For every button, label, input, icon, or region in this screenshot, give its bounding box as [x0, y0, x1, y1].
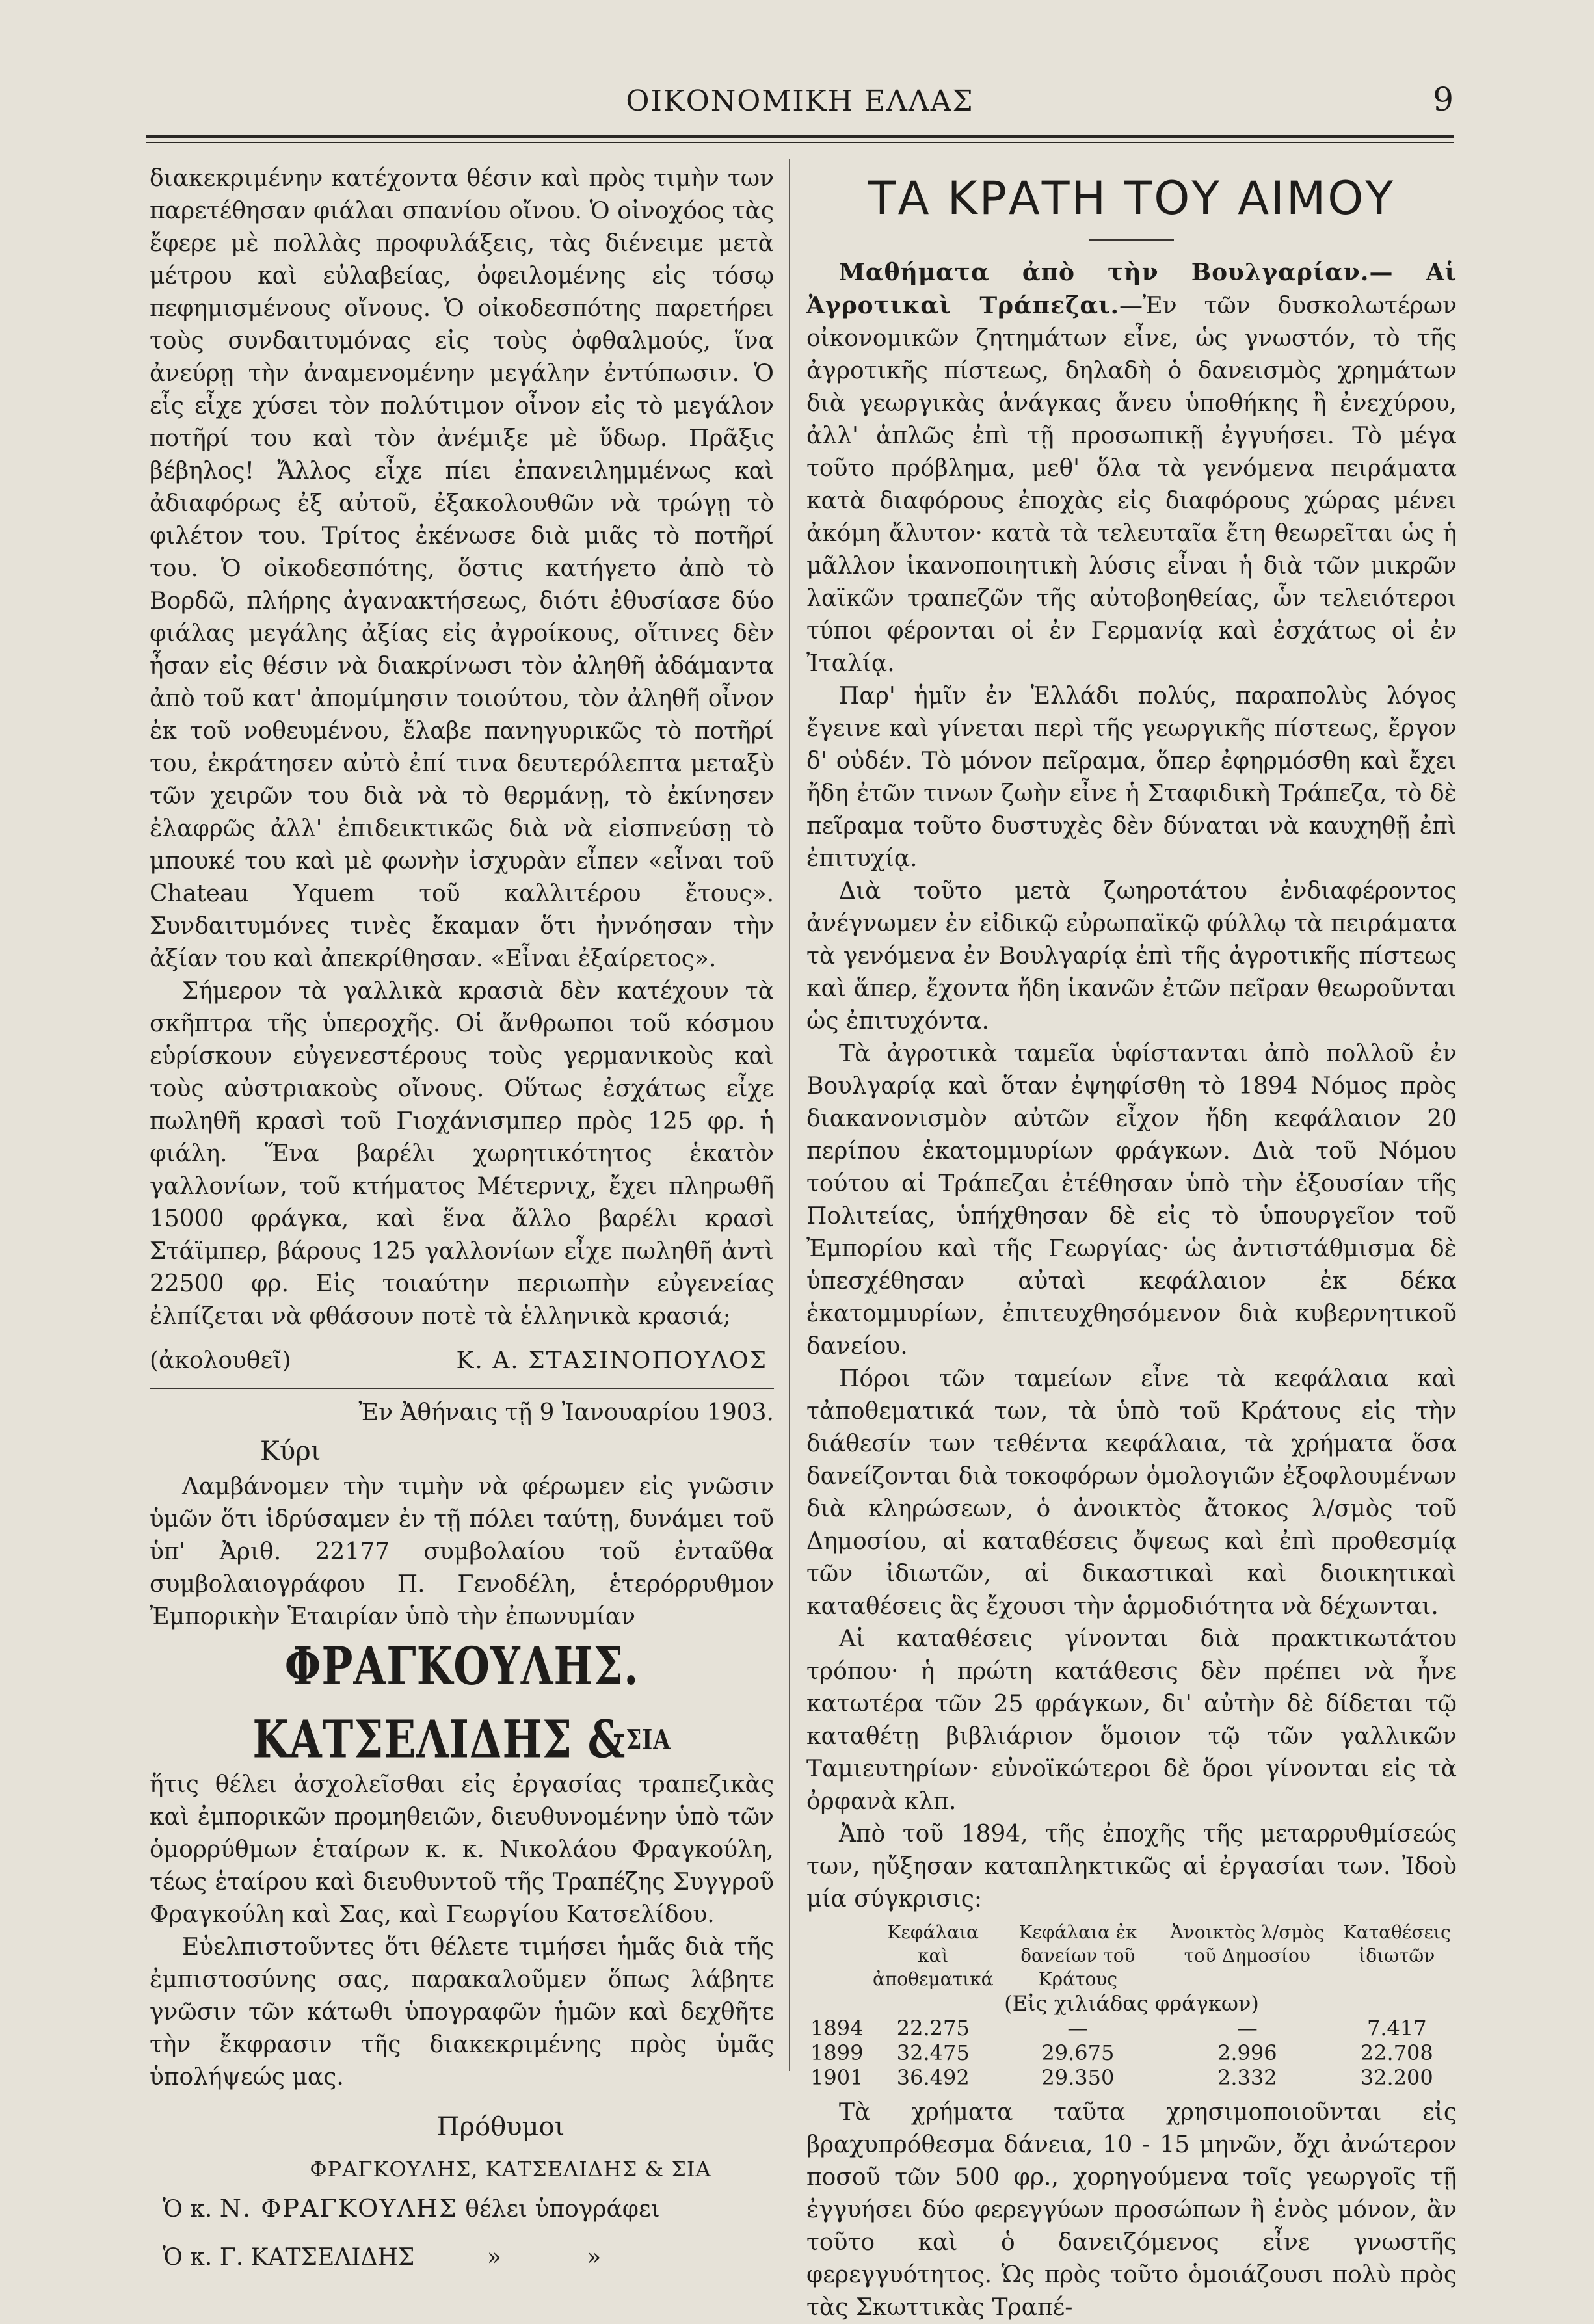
table-row: [806, 2065, 1457, 2090]
signer-1-name: Ν. ΦΡΑΓΚΟΥΛΗΣ: [219, 2194, 458, 2223]
header-rule: [146, 135, 1454, 138]
article-paragraph: Παρ' ἡμῖν ἐν Ἑλλάδι πολύς, παραπολὺς λόγος ἔγεινε καὶ γίνεται περὶ τῆς γεωργικῆς πίστεως, ἔργον δ' οὐδέν. Τὸ μόνον πεῖραμα, ὅπερ ἐφηρμόσθη καὶ ἔχει ἤδη ἐτῶν τινων ζωὴν εἶνε ἡ Σταφιδικὴ Τράπεζα, τὸ δὲ πεῖραμα τοῦτο δυστυχὲς δὲν δύναται νὰ καυχηθῇ ἐπὶ ἐπιτυχίᾳ.: [806, 683, 1457, 872]
table-unit-note: (Εἰς χιλιάδας φράγκων): [1004, 1991, 1259, 2016]
table-cell: —: [1067, 2016, 1089, 2040]
business-letter: [150, 1397, 774, 2277]
signer-2: [163, 2238, 774, 2277]
table-cell: 32.200: [1360, 2065, 1433, 2090]
article-paragraph: Αἱ καταθέσεις γίνονται διὰ πρακτικωτάτου τρόπου· ἡ πρώτη κατάθεσις δὲν πρέπει νὰ ἦνε κατωτέρα τῶν 25 φράγκων, δι' αὐτὴν δὲ δίδεται τῷ καταθέτῃ βιβλιάριον ὅμοιον τῷ τῶν γαλλικῶν Ταμιευτηρίων· εὐνοϊκώτεροι δὲ ὅροι γίνονται εἰς τὰ ὀρφανὰ κλπ.: [806, 1626, 1457, 1815]
table-cell: 29.675: [1041, 2040, 1115, 2065]
article-paragraph: Σήμερον τὰ γαλλικὰ κρασιὰ δὲν κατέχουν τὰ σκῆπτρα τῆς ὑπεροχῆς. Οἱ ἄνθρωποι τοῦ κόσμου εὑρίσκουν εὐγενεστέρους τοὺς γερμανικοὺς καὶ τοὺς αὐστριακοὺς οἴνους. Οὕτως ἐσχάτως εἶχε πωληθῆ κρασὶ τοῦ Γιοχάνισμπερ πρὸς 125 φρ. ἡ φιάλη. Ἕνα βαρέλι χωρητικότητος ἑκατὸν γαλλονίων, τοῦ κτήματος Μέτερνιχ, ἔχει πληρωθῆ 15000 φράγκα, καὶ ἕνα ἄλλο βαρέλι κρασὶ Στάϊμπερ, βάρους 125 γαλλονίων εἶχε πωληθῆ ἀντὶ 22500 φρ. Εἰς τοιαύτην περιωπὴν εὐγενείας ἐλπίζεται νὰ φθάσουν ποτὲ τὰ ἑλληνικὰ κρασιά;: [150, 978, 774, 1330]
letter-hope: Εὐελπιστοῦντες ὅτι θέλετε τιμήσει ἡμᾶς διὰ τῆς ἐμπιστοσύνης σας, παρακαλοῦμεν ὅπως λάβητε γνῶσιν τῶν κάτωθι ὑπογραφῶν ἡμῶν καὶ δεχθῆτε τὴν ἔκφρασιν τῆς διακεκριμένης πρὸς ὑμᾶς ὑπολήψεώς μας.: [150, 1934, 774, 2091]
table-header: Ἀνοικτὸς λ/σμὸς τοῦ Δημοσίου: [1170, 1921, 1325, 1966]
article-paragraph: Πόροι τῶν ταμείων εἶνε τὰ κεφάλαια καὶ τἀποθεματικά των, τὰ ὑπὸ τοῦ Κράτους εἰς τὴν διάθεσίν των τεθέντα κεφάλαια, τὰ χρήματα ὅσα δανείζονται διὰ τοκοφόρων ὁμολογιῶν ἐξοφλουμένων διὰ κληρώσεων, ὁ ἀνοικτὸς ἄτοκος λ/σμὸς τοῦ Δημοσίου, αἱ καταθέσεις ὄψεως καὶ ἐπὶ προθεσμίᾳ τῶν ἰδιωτῶν, αἱ δικαστικαὶ καὶ διοικητικαὶ καταθέσεις ἃς ἔχουσι τὴν ἁρμοδιότητα νὰ δέχωνται.: [806, 1366, 1457, 1620]
section-title: ΤΑ ΚΡΑΤΗ ΤΟΥ ΑΙΜΟΥ: [868, 172, 1396, 225]
table-cell: 1894: [810, 2016, 864, 2040]
table-cell: —: [1236, 2016, 1258, 2040]
column-divider: [789, 159, 790, 2071]
table-header: Κεφάλαια καὶ ἀποθεματικά: [872, 1921, 994, 1990]
signer-2-prefix: Ὁ κ.: [163, 2244, 213, 2271]
right-column: [806, 163, 1457, 2324]
page-header: [146, 81, 1454, 124]
table-cell: 36.492: [896, 2065, 970, 2090]
firm-name-text: ΦΡΑΓΚΟΥΛΗΣ. ΚΑΤΣΕΛΙΔΗΣ &: [252, 1636, 639, 1771]
table-header-row: [806, 1921, 1457, 1991]
ditto-mark: »: [486, 2244, 501, 2271]
letter-body: ἥτις θέλει ἀσχολεῖσθαι εἰς ἐργασίας τραπεζικὰς καὶ ἐμπορικῶν προμηθειῶν, διευθυνομένην ὑπὸ τῶν ὁμορρύθμων ἑταίρων κ. κ. Νικολάου Φραγκούλη, τέως ἑταίρου καὶ διευθυντοῦ τῆς Τραπέζης Συγγροῦ Φραγκούλη καὶ Σας, καὶ Γεωργίου Κατσελίδου.: [150, 1771, 774, 1928]
letter-intro: Λαμβάνομεν τὴν τιμὴν νὰ φέρωμεν εἰς γνῶσιν ὑμῶν ὅτι ἱδρύσαμεν ἐν τῇ πόλει ταύτῃ, δυνάμει τοῦ ὑπ' Ἀριθ. 22177 συμβολαίου τοῦ ἐνταῦθα συμβολαιογράφου Π. Γενοδέλη, ἑτερόρρυθμον Ἐμπορικὴν Ἑταιρίαν ὑπὸ τὴν ἐπωνυμίαν: [150, 1473, 774, 1630]
signer-2-name: Γ. ΚΑΤΣΕΛΙΔΗΣ: [219, 2244, 415, 2271]
firm-name-sup: ΣΙΑ: [626, 1724, 671, 1757]
page-number: 9: [1433, 81, 1454, 118]
table-cell: 2.332: [1217, 2065, 1277, 2090]
article-paragraph: Τὰ χρήματα ταῦτα χρησιμοποιοῦνται εἰς βραχυπρόθεσμα δάνεια, 10 - 15 μηνῶν, ὄχι ἀνώτερον ποσοῦ τῶν 500 φρ., χορηγούμενα τοῖς γεωργοῖς τῇ ἐγγυήσει δύο φερεγγύων προσώπων ἢ ἑνὸς μόνον, ἂν τοῦτο καὶ ὁ δανειζόμενος εἶνε γνωστῆς φερεγγυότητος. Ὡς πρὸς τοῦτο ὁμοιάζουσι πολὺ πρὸς τὰς Σκωττικὰς Τραπέ-: [806, 2099, 1457, 2321]
header-rule-thin: [146, 142, 1454, 143]
signer-1: [163, 2189, 774, 2229]
letter-salutation: Κύρι: [260, 1436, 321, 1466]
statistics-table: [806, 1921, 1457, 2090]
article-paragraph: Διὰ τοῦτο μετὰ ζωηροτάτου ἐνδιαφέροντος ἀνέγνωμεν ἐν εἰδικῷ εὐρωπαϊκῷ φύλλῳ τὰ πειράματα τὰ γενόμενα ἐν Βουλγαρίᾳ ἐπὶ τῆς ἀγροτικῆς πίστεως καὶ ἅπερ, ἔχοντα ἤδη ἱκανῶν ἐτῶν πεῖραν θεωροῦνται ὡς ἐπιτυχόντα.: [806, 878, 1457, 1035]
table-header: Καταθέσεις ἰδιωτῶν: [1342, 1921, 1451, 1966]
table-header: Κεφάλαια ἐκ δανείων τοῦ Κράτους: [1018, 1921, 1137, 1990]
article-paragraph: Ἀπὸ τοῦ 1894, τῆς ἐποχῆς τῆς μεταρρυθμίσεώς των, ηὔξησαν καταπληκτικῶς αἱ ἐργασίαι των. Ἰδοὺ μία σύγκρισις:: [806, 1821, 1457, 1912]
table-cell: 7.417: [1366, 2016, 1427, 2040]
section-divider: [150, 1388, 774, 1389]
left-column: [150, 163, 774, 2277]
table-cell: 32.475: [896, 2040, 970, 2065]
article-signature: [150, 1345, 774, 1377]
lead-text: —Ἐν τῶν δυσκολωτέρων οἰκονομικῶν ζητημάτων εἶνε, ὡς γνωστόν, τὸ τῆς ἀγροτικῆς πίστεως, δηλαδὴ ὁ δανεισμὸς χρημάτων διὰ γεωργικὰς ἀνάγκας ἄνευ ὑποθήκης ἢ ἐνεχύρου, ἀλλ' ἁπλῶς ἐπὶ τῇ προσωπικῇ ἐγγυήσει. Τὸ μέγα τοῦτο πρόβλημα, μεθ' ὅλα τὰ γενόμενα πειράματα κατὰ διαφόρους ἐποχὰς εἰς διαφόρους χώρας μένει ἀκόμη ἄλυτον· κατὰ τὰ τελευταῖα ἔτη θεωρεῖται ὡς ἡ μᾶλλον ἱκανοποιητικὴ λύσις εἶναι ἡ διὰ τῶν μικρῶν λαϊκῶν τραπεζῶν τῆς αὐτοβοηθείας, ὧν τελειότεροι τύποι φέρονται οἱ ἐν Γερμανίᾳ καὶ ἐσχάτως οἱ ἐν Ἰταλίᾳ.: [806, 293, 1457, 677]
table-cell: 1899: [810, 2040, 864, 2065]
article-paragraph: Τὰ ἀγροτικὰ ταμεῖα ὑφίστανται ἀπὸ πολλοῦ ἐν Βουλγαρίᾳ καὶ ὅταν ἐψηφίσθη τὸ 1894 Νόμος πρὸς διακανονισμὸν αὐτῶν εἶχον ἤδη κεφάλαιον 20 περίπου ἑκατομμυρίων φράγκων. Διὰ τοῦ Νόμου τούτου αἱ Τράπεζαι ἐτέθησαν ὑπὸ τὴν ἐξουσίαν τῆς Πολιτείας, ὑπήχθησαν δὲ εἰς τὸ ὑπουργεῖον τοῦ Ἐμπορίου καὶ τῆς Γεωργίας· ὡς ἀντιστάθμισμα δὲ ὑπεσχέθησαν αὐταὶ κεφάλαιον ἐκ δέκα ἑκατομμυρίων, ἐπιτευχθησόμενον διὰ κυβερνητικοῦ δανείου.: [806, 1040, 1457, 1360]
article-paragraph: διακεκριμένην κατέχοντα θέσιν καὶ πρὸς τιμὴν των παρετέθησαν φιάλαι σπανίου οἴνου. Ὁ οἰνοχόος τὰς ἔφερε μὲ πολλὰς προφυλάξεις, τὰς διένειμε μετὰ μέτρου καὶ εὐλαβείας, ὀφειλομένης εἰς τόσῳ πεφημισμένους οἴνους. Ὁ οἰκοδεσπότης παρετήρει τοὺς συνδαιτυμόνας εἰς τοὺς ὀφθαλμούς, ἵνα ἀνεύρῃ τὴν ἀναμενομένην μεγάλην ἐντύπωσιν. Ὁ εἷς εἶχε χύσει τὸν πολύτιμον οἶνον εἰς τὸ μεγάλον ποτῆρί του καὶ τὸν ἀνέμιξε μὲ ὕδωρ. Πρᾶξις βέβηλος! Ἄλλος εἶχε πίει ἐπανειλημμένως καὶ ἀδιαφόρως ἐξ αὐτοῦ, ἐξακολουθῶν νὰ τρώγῃ τὸ φιλέτον του. Τρίτος ἐκένωσε διὰ μιᾶς τὸ ποτῆρί του. Ὁ οἰκοδεσπότης, ὅστις κατήγετο ἀπὸ τὸ Βορδῶ, πλήρης ἀγανακτήσεως, διότι ἐθυσίασε δύο φιάλας μεγάλης ἀξίας εἰς ἀγροίκους, οἵτινες δὲν ἦσαν εἰς θέσιν νὰ διακρίνωσι τὸν ἀληθῆ ἀδάμαντα ἀπὸ τοῦ κατ' ἀπομίμησιν τοιούτου, τὸν ἀληθῆ οἶνον ἐκ τοῦ νοθευμένου, ἔλαβε πανηγυρικῶς τὸ ποτῆρί του, ἐκράτησεν αὐτὸ ἐπί τινα δευτερόλεπτα μεταξὺ τῶν χειρῶν του διὰ νὰ τὸ θερμάνῃ, τὸ ἐκίνησεν ἐλαφρῶς ἀλλ' ἐπιδεικτικῶς διὰ νὰ εἰσπνεύσῃ τὸ μπουκέ του καὶ μὲ φωνὴν ἰσχυρὰν εἶπεν «εἶναι τοῦ Chateau Yquem τοῦ καλλιτέρου ἔτους». Συνδαιτυμόνες τινὲς ἔκαμαν ὅτι ἠννόησαν τὴν ἀξίαν του καὶ ἀπεκρίθησαν. «Εἶναι ἐξαίρετος».: [150, 165, 774, 972]
table-cell: 22.275: [896, 2016, 970, 2040]
lead-paragraph: [806, 256, 1457, 680]
title-rule: [1089, 239, 1174, 241]
letter-closing: Πρόθυμοι: [436, 2112, 565, 2142]
signature-firm: ΦΡΑΓΚΟΥΛΗΣ, ΚΑΤΣΕΛΙΔΗΣ & ΣΙΑ: [310, 2157, 711, 2182]
signer-1-prefix: Ὁ κ.: [163, 2196, 213, 2223]
table-cell: 1901: [810, 2065, 864, 2090]
table-header: [806, 1921, 868, 1991]
running-title: ΟΙΚΟΝΟΜΙΚΗ ΕΛΛΑΣ: [626, 85, 974, 118]
firm-name: [150, 1631, 774, 1777]
table-cell: 22.708: [1360, 2040, 1433, 2065]
letter-date: Ἐν Ἀθήναις τῇ 9 Ἰανουαρίου 1903.: [358, 1399, 774, 1426]
signer-1-suffix: θέλει ὑπογράφει: [465, 2196, 660, 2223]
to-be-continued: (ἀκολουθεῖ): [150, 1347, 291, 1374]
table-row: [806, 2040, 1457, 2065]
lead-heading: Μαθήματα ἀπὸ τὴν Βουλγαρίαν.— Αἱ Ἀγροτικαὶ Τράπεζαι.: [806, 259, 1457, 319]
ditto-mark: »: [587, 2244, 602, 2271]
table-cell: 29.350: [1041, 2065, 1115, 2090]
table-cell: 2.996: [1217, 2040, 1277, 2065]
author-name: Κ. Α. ΣΤΑΣΙΝΟΠΟΥΛΟΣ: [456, 1347, 767, 1374]
table-row: [806, 2016, 1457, 2040]
